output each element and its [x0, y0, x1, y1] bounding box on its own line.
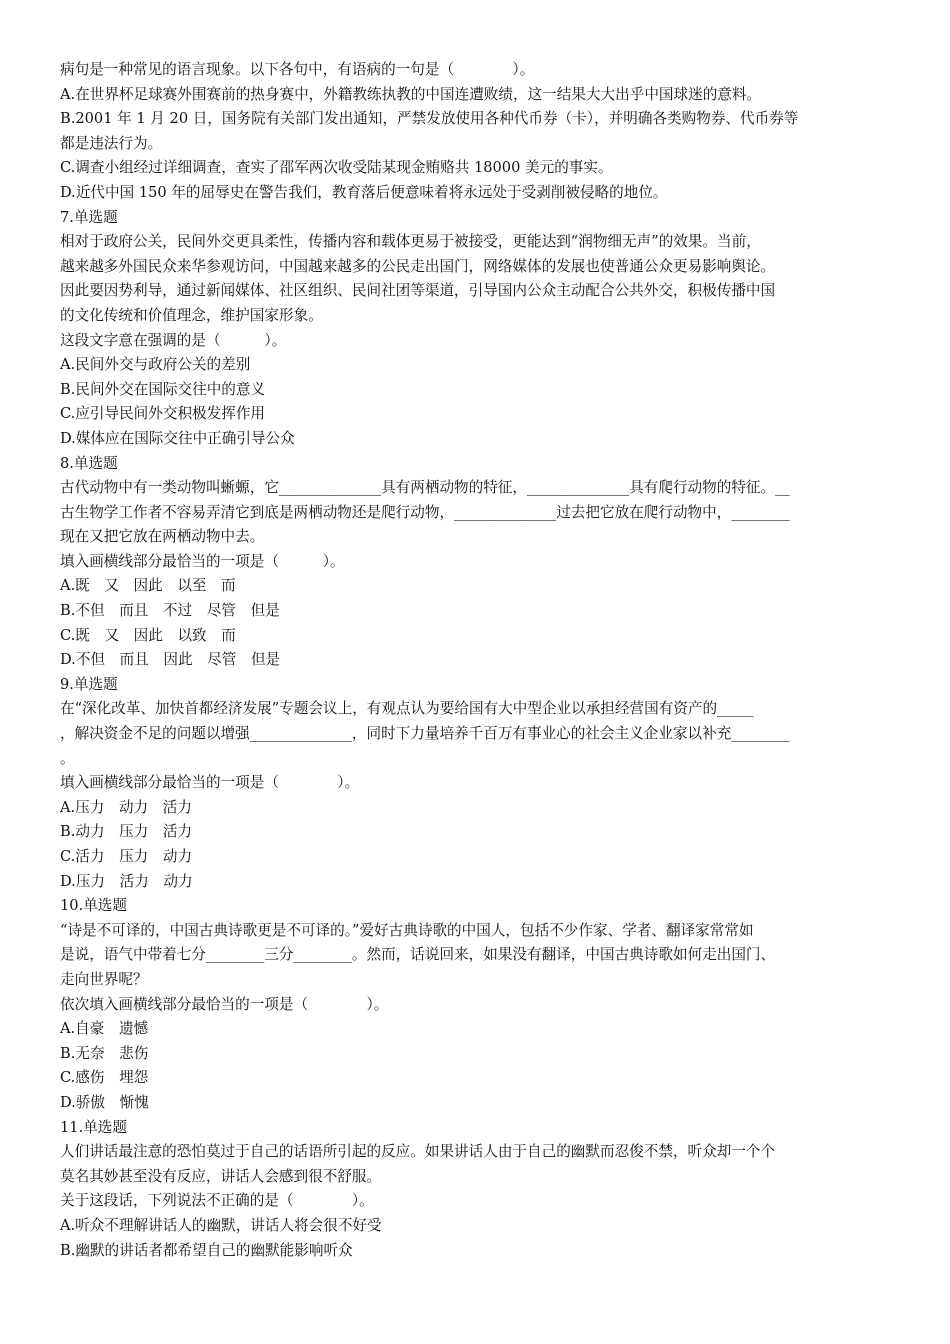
- question-9-prompt: 填入画横线部分最恰当的一项是（ ）。: [60, 774, 360, 792]
- question-heading-11: 11.单选题: [60, 1118, 127, 1136]
- question-8-passage: 古代动物中有一类动物叫蜥螈，它______________具有两栖动物的特征，______________具有爬行动物的特征。__: [60, 479, 790, 497]
- option-b: B.2001 年 1 月 20 日，国务院有关部门发出通知，严禁发放使用各种代币券（卡），并明确各类购物券、代币券等: [60, 110, 799, 128]
- question-8-option-b: B.不但 而且 不过 尽管 但是: [60, 602, 280, 620]
- option-a: A.在世界杯足球赛外围赛前的热身赛中，外籍教练执教的中国连遭败绩，这一结果大大出乎中国球迷的意料。: [60, 85, 762, 103]
- question-9-option-a: A.压力 动力 活力: [60, 798, 192, 816]
- question-10-passage: 是说，语气中带着七分________三分________。然而，话说回来，如果没有翻译，中国古典诗歌如何走出国门、: [60, 946, 776, 964]
- question-7-passage: 的文化传统和价值理念，维护国家形象。: [60, 306, 323, 324]
- question-7-passage: 相对于政府公关，民间外交更具柔性，传播内容和载体更易于被接受，更能达到“润物细无声”的效果。当前，: [60, 233, 761, 251]
- question-11-passage: 人们讲话最注意的恐怕莫过于自己的话语所引起的反应。如果讲话人由于自己的幽默而忍俊不禁，听众却一个个: [60, 1143, 776, 1161]
- question-heading-9: 9.单选题: [60, 675, 118, 693]
- question-11-option-a: A.听众不理解讲话人的幽默，讲话人将会很不好受: [60, 1216, 382, 1234]
- question-7-passage: 越来越多外国民众来华参观访问，中国越来越多的公民走出国门，网络媒体的发展也使普通公众更易影响舆论。: [60, 257, 776, 275]
- text-line: 病句是一种常见的语言现象。以下各句中，有语病的一句是（ ）。: [60, 61, 535, 78]
- question-10-option-c: C.感伤 埋怨: [60, 1069, 149, 1087]
- option-d: D.近代中国 150 年的屈辱史在警告我们，教育落后便意味着将永远处于受剥削被侵略的地位。: [60, 183, 668, 201]
- question-7-option-d: D.媒体应在国际交往中正确引导公众: [60, 429, 295, 447]
- question-heading-7: 7.单选题: [60, 208, 118, 226]
- question-9-passage: 在“深化改革、加快首都经济发展”专题会议上，有观点认为要给国有大中型企业以承担经营国有资产的_____: [60, 700, 754, 718]
- question-10-prompt: 依次填入画横线部分最恰当的一项是（ ）。: [60, 995, 389, 1013]
- question-8-option-c: C.既 又 因此 以致 而: [60, 626, 236, 644]
- question-11-passage: 莫名其妙甚至没有反应，讲话人会感到很不舒服。: [60, 1167, 382, 1185]
- question-7-option-b: B.民间外交在国际交往中的意义: [60, 380, 266, 398]
- option-c: C.调查小组经过详细调查，查实了邵军两次收受陆某现金贿赂共 18000 美元的事实。: [60, 159, 613, 177]
- question-7-prompt: 这段文字意在强调的是（ ）。: [60, 331, 287, 349]
- question-9-option-b: B.动力 压力 活力: [60, 823, 193, 841]
- question-10-option-d: D.骄傲 惭愧: [60, 1093, 149, 1111]
- question-9-option-d: D.压力 活力 动力: [60, 872, 193, 890]
- question-11-option-b: B.幽默的讲话者都希望自己的幽默能影响听众: [60, 1241, 353, 1259]
- question-heading-8: 8.单选题: [60, 454, 118, 472]
- question-8-passage: 现在又把它放在两栖动物中去。: [60, 528, 265, 546]
- question-10-passage: 走向世界呢？: [60, 970, 148, 988]
- question-9-passage: 。: [60, 749, 75, 767]
- question-heading-10: 10.单选题: [60, 897, 127, 915]
- question-11-prompt: 关于这段话，下列说法不正确的是（ ）。: [60, 1192, 374, 1210]
- question-9-passage: ，解决资金不足的问题以增强______________，同时下力量培养千百万有事业心的社会主义企业家以补充________: [60, 725, 790, 743]
- question-10-option-b: B.无奈 悲伤: [60, 1044, 149, 1062]
- question-8-option-d: D.不但 而且 因此 尽管 但是: [60, 651, 281, 669]
- question-7-option-a: A.民间外交与政府公关的差别: [60, 356, 251, 374]
- question-7-option-c: C.应引导民间外交积极发挥作用: [60, 405, 266, 423]
- option-b-continued: 都是违法行为。: [60, 134, 163, 152]
- question-8-option-a: A.既 又 因此 以至 而: [60, 577, 236, 595]
- question-10-option-a: A.自豪 遗憾: [60, 1020, 149, 1038]
- question-8-passage: 古生物学工作者不容易弄清它到底是两栖动物还是爬行动物，______________过去把它放在爬行动物中，________: [60, 503, 790, 521]
- question-10-passage: “诗是不可译的，中国古典诗歌更是不可译的。”爱好古典诗歌的中国人，包括不少作家、学者、翻译家常常如: [60, 921, 754, 939]
- document-page: [60, 58, 890, 1263]
- question-9-option-c: C.活力 压力 动力: [60, 848, 193, 865]
- question-7-passage: 因此要因势利导，通过新闻媒体、社区组织、民间社团等渠道，引导国内公众主动配合公共外交，积极传播中国: [60, 282, 776, 300]
- question-8-prompt: 填入画横线部分最恰当的一项是（ ）。: [60, 552, 345, 570]
